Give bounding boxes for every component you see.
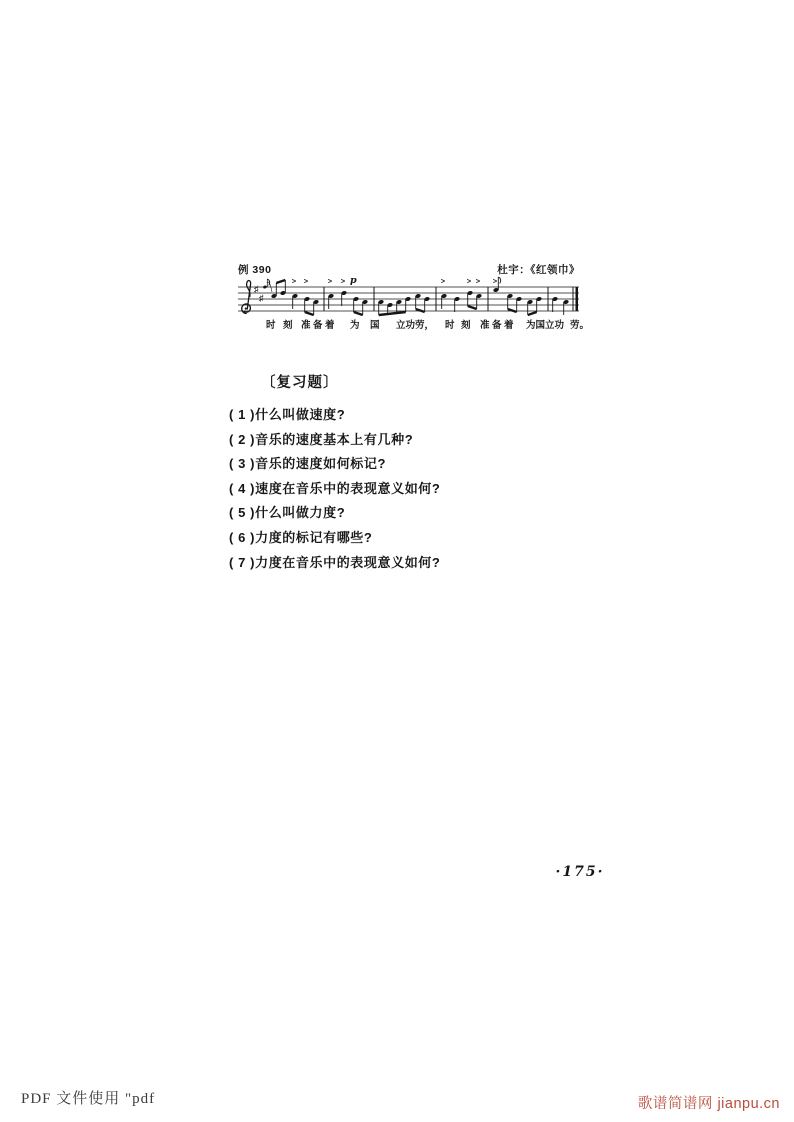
question-item: ( 6 )力度的标记有哪些? — [229, 529, 373, 545]
review-heading: 〔复习题〕 — [261, 375, 339, 391]
beam — [468, 306, 477, 309]
notes — [263, 277, 569, 316]
accent-mark: > — [475, 276, 481, 286]
question-item: ( 5 )什么叫做力度? — [229, 505, 346, 521]
beam — [528, 312, 537, 315]
lyric-syllable: 时 — [445, 320, 455, 331]
question-item: ( 3 )音乐的速度如何标记? — [229, 456, 387, 472]
dynamic-markings — [350, 275, 357, 286]
accent-mark: > — [303, 276, 309, 286]
beam — [508, 309, 517, 312]
grace-note — [263, 285, 268, 289]
accent-mark: > — [492, 276, 498, 286]
lyrics-line — [238, 317, 590, 331]
accent-mark: > — [466, 276, 472, 286]
question-item: ( 2 )音乐的速度基本上有几种? — [229, 431, 414, 447]
beam — [354, 312, 363, 315]
treble-clef-icon — [242, 281, 251, 314]
lyric-syllable: 准 — [301, 320, 311, 331]
watermark-jianpu-link[interactable]: 歌谱简谱网 jianpu.cn — [637, 1096, 780, 1112]
beam — [416, 309, 425, 312]
lyric-syllable: 时 — [266, 320, 276, 331]
lyric-syllable: 刻 — [461, 320, 471, 331]
beam — [305, 312, 314, 315]
accent-mark: > — [340, 276, 346, 286]
lyric-syllable: 为 — [350, 320, 360, 331]
accent-mark: > — [440, 276, 446, 286]
lyric-syllable: 备 — [492, 320, 502, 331]
watermark-pdf: PDF 文件使用 "pdf — [21, 1091, 156, 1107]
lyric-syllable: 着 — [504, 320, 514, 331]
svg-text:♯: ♯ — [254, 284, 259, 294]
svg-text:p: p — [350, 275, 357, 286]
beam — [379, 312, 406, 315]
question-item: ( 7 )力度在音乐中的表现意义如何? — [229, 554, 441, 570]
beam — [276, 280, 285, 283]
accent-mark: > — [291, 276, 297, 286]
question-list — [229, 403, 440, 575]
lyric-syllable: 刻 — [283, 320, 293, 331]
svg-text:♯: ♯ — [259, 293, 264, 303]
lyric-syllable: 着 — [325, 320, 335, 331]
page-number: ·175· — [555, 864, 605, 880]
lyric-syllable: 立功劳， — [396, 320, 435, 331]
attribution: 杜宇：《红领巾》 — [497, 264, 580, 276]
staff-notation — [238, 275, 582, 321]
accent-mark: > — [327, 276, 333, 286]
example-label: 例 390 — [238, 264, 272, 276]
lyric-syllable: 备 — [313, 320, 323, 331]
lyric-syllable: 准 — [480, 320, 490, 331]
lyric-syllable: 为国立功 — [526, 320, 565, 331]
lyric-syllable: 国 — [370, 320, 380, 331]
question-item: ( 4 )速度在音乐中的表现意义如何? — [229, 480, 441, 496]
question-item: ( 1 )什么叫做速度? — [229, 407, 346, 422]
lyric-syllable: 劳。 — [570, 320, 590, 331]
